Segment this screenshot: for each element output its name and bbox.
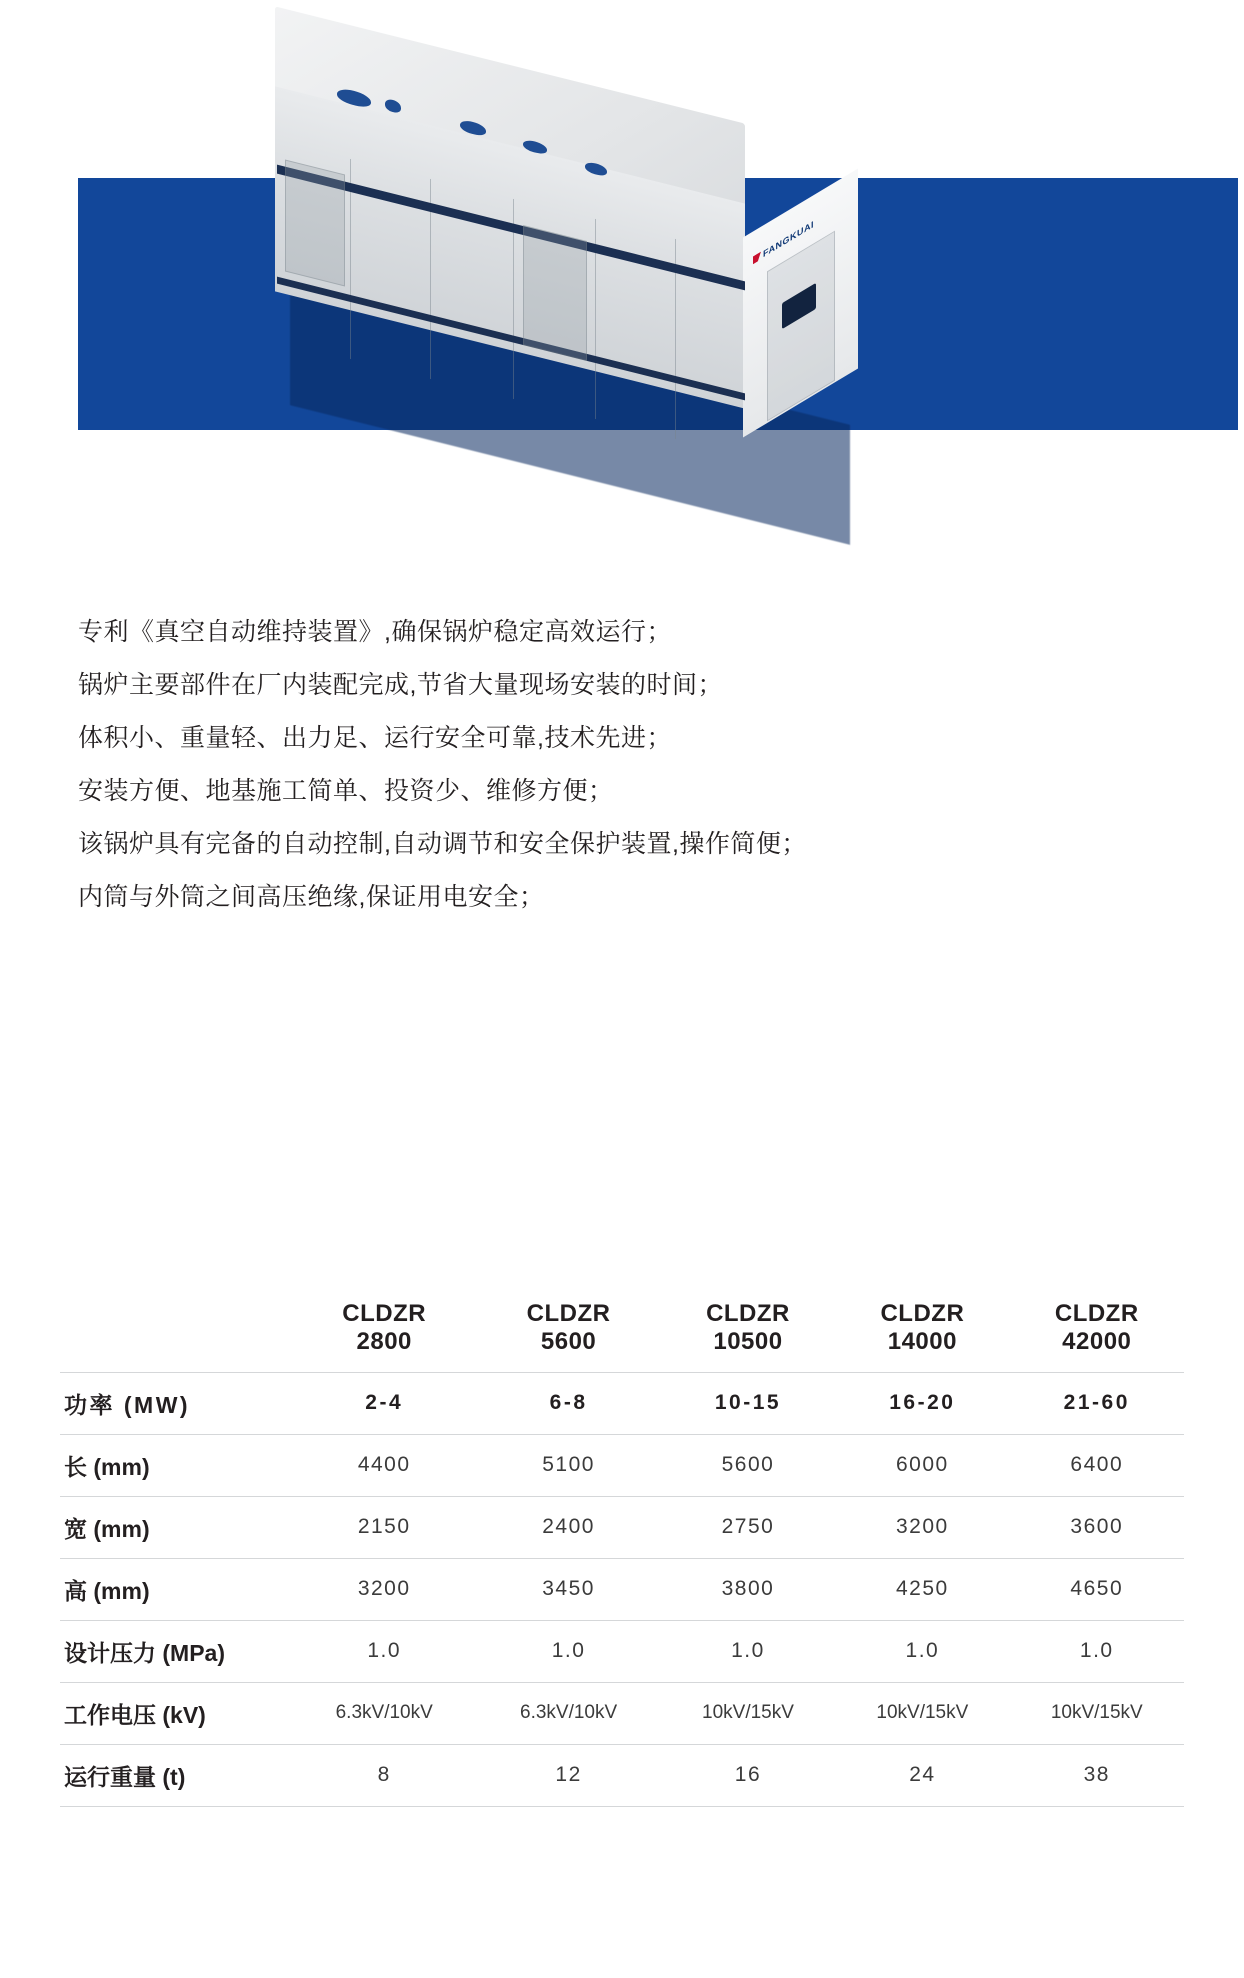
table-corner-cell bbox=[60, 1300, 292, 1372]
row-label: 长 (mm) bbox=[64, 1453, 150, 1480]
cell-value: 16-20 bbox=[889, 1391, 956, 1415]
cell-value: 6400 bbox=[1070, 1453, 1124, 1477]
cell-value: 1.0 bbox=[367, 1639, 402, 1663]
cell-value: 12 bbox=[555, 1763, 582, 1787]
access-door bbox=[285, 160, 345, 287]
row-label: 功率 (MW) bbox=[64, 1391, 191, 1418]
row-label: 设计压力 (MPa) bbox=[64, 1639, 225, 1666]
feature-item: 内筒与外筒之间高压绝缘,保证用电安全； bbox=[78, 883, 545, 911]
cell-value: 10-15 bbox=[714, 1391, 782, 1415]
cell-value: 3450 bbox=[542, 1577, 595, 1601]
access-door bbox=[523, 225, 587, 361]
feature-item: 专利《真空自动维持装置》,确保锅炉稳定高效运行； bbox=[78, 618, 672, 646]
cell-value: 10kV/15kV bbox=[876, 1702, 969, 1724]
column-header-model-5 bbox=[1010, 1300, 1184, 1372]
specifications-table bbox=[60, 1300, 1184, 1807]
table-row bbox=[60, 1558, 1184, 1620]
cell-value: 21-60 bbox=[1063, 1391, 1130, 1415]
cell-value: 1.0 bbox=[551, 1639, 586, 1663]
table-row bbox=[60, 1496, 1184, 1558]
cell-value: 38 bbox=[1083, 1763, 1110, 1787]
table-row bbox=[60, 1744, 1184, 1806]
model-series: CLDZR bbox=[706, 1300, 790, 1327]
cell-value: 4400 bbox=[357, 1453, 411, 1477]
row-label: 宽 (mm) bbox=[64, 1515, 150, 1542]
feature-list bbox=[78, 618, 1158, 936]
hero-product-banner bbox=[0, 0, 1244, 470]
cell-value: 6.3kV/10kV bbox=[520, 1702, 618, 1724]
column-header-model-2 bbox=[476, 1300, 660, 1372]
cell-value: 5100 bbox=[542, 1453, 595, 1477]
cell-value: 2150 bbox=[357, 1515, 411, 1539]
cell-value: 3200 bbox=[357, 1577, 411, 1601]
cell-value: 6.3kV/10kV bbox=[335, 1702, 433, 1724]
model-series: CLDZR bbox=[342, 1300, 427, 1327]
cell-value: 2750 bbox=[721, 1515, 775, 1539]
model-number: 5600 bbox=[540, 1327, 597, 1355]
cell-value: 5600 bbox=[721, 1453, 775, 1477]
cell-value: 10kV/15kV bbox=[702, 1702, 794, 1724]
column-header-model-1 bbox=[292, 1300, 476, 1372]
table-row bbox=[60, 1620, 1184, 1682]
model-number: 14000 bbox=[887, 1327, 957, 1355]
cell-value: 4250 bbox=[896, 1577, 949, 1601]
table-body bbox=[60, 1372, 1184, 1806]
feature-item: 该锅炉具有完备的自动控制,自动调节和安全保护装置,操作简便； bbox=[78, 830, 807, 858]
cell-value: 2-4 bbox=[365, 1391, 404, 1415]
feature-item: 安装方便、地基施工简单、投资少、维修方便； bbox=[78, 777, 614, 805]
cell-value: 2400 bbox=[542, 1515, 595, 1539]
table-row bbox=[60, 1372, 1184, 1434]
cell-value: 1.0 bbox=[905, 1639, 940, 1663]
row-label: 运行重量 (t) bbox=[64, 1763, 186, 1790]
table-header bbox=[60, 1300, 1184, 1372]
model-series: CLDZR bbox=[880, 1300, 965, 1327]
model-number: 42000 bbox=[1062, 1327, 1132, 1355]
cell-value: 8 bbox=[377, 1763, 391, 1787]
model-number: 2800 bbox=[356, 1327, 412, 1355]
table-row bbox=[60, 1682, 1184, 1744]
cell-value: 24 bbox=[909, 1763, 936, 1787]
model-series: CLDZR bbox=[1054, 1300, 1139, 1327]
cell-value: 1.0 bbox=[731, 1639, 765, 1663]
cell-value: 10kV/15kV bbox=[1050, 1702, 1143, 1724]
cell-value: 6-8 bbox=[549, 1391, 588, 1415]
cell-value: 6000 bbox=[896, 1453, 949, 1477]
column-header-model-4 bbox=[835, 1300, 1009, 1372]
cell-value: 3600 bbox=[1070, 1515, 1124, 1539]
cell-value: 1.0 bbox=[1079, 1639, 1114, 1663]
table-header-row bbox=[60, 1300, 1184, 1372]
cell-value: 3800 bbox=[721, 1577, 775, 1601]
brand-logo-text: FANGKUAI bbox=[763, 218, 814, 260]
table-row bbox=[60, 1434, 1184, 1496]
model-number: 10500 bbox=[713, 1327, 783, 1355]
feature-item: 锅炉主要部件在厂内装配完成,节省大量现场安装的时间； bbox=[78, 671, 723, 699]
row-label: 高 (mm) bbox=[64, 1577, 150, 1604]
column-header-model-3 bbox=[661, 1300, 835, 1372]
cell-value: 4650 bbox=[1070, 1577, 1124, 1601]
product-illustration bbox=[255, 55, 910, 455]
row-label: 工作电压 (kV) bbox=[64, 1701, 206, 1728]
model-series: CLDZR bbox=[526, 1300, 611, 1327]
feature-item: 体积小、重量轻、出力足、运行安全可靠,技术先进； bbox=[78, 724, 672, 752]
cell-value: 16 bbox=[734, 1763, 762, 1787]
cell-value: 3200 bbox=[896, 1515, 949, 1539]
